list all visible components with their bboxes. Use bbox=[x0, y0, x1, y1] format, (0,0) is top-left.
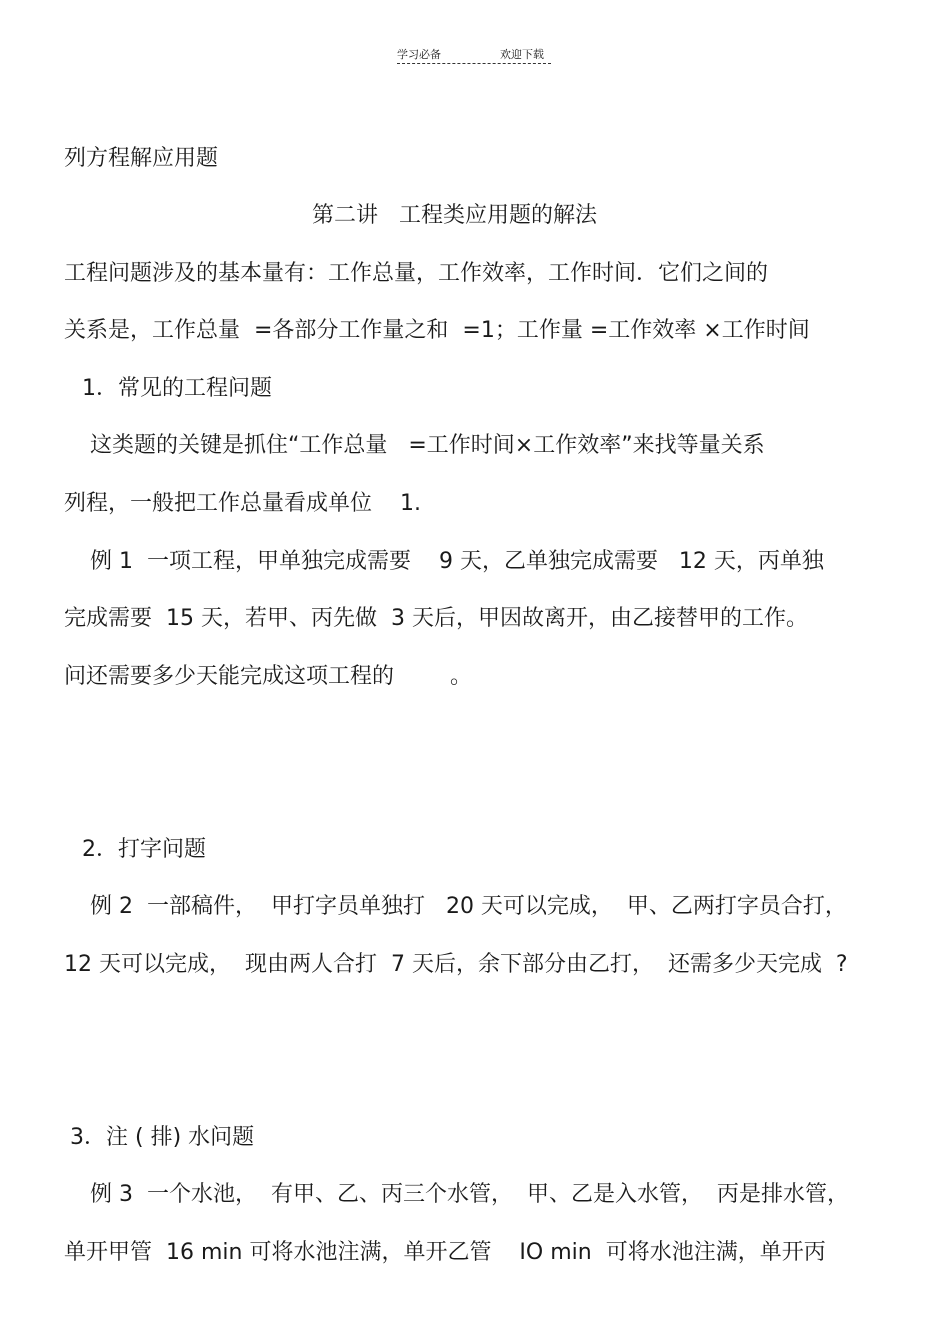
section-1-body-line-2: 列程，一般把工作总量看成单位 1. bbox=[64, 491, 421, 516]
example-3-line-1: 例 3 一个水池， 有甲、乙、丙三个水管， 甲、乙是入水管， 丙是排水管， bbox=[90, 1182, 849, 1207]
example-1-line-1: 例 1 一项工程，甲单独完成需要 9 天，乙单独完成需要 12 天，丙单独 bbox=[90, 549, 824, 574]
section-1-heading: 1．常见的工程问题 bbox=[82, 376, 272, 401]
header-left-text: 学习必备 bbox=[397, 48, 441, 61]
section-1-body-line-1: 这类题的关键是抓住“工作总量 =工作时间×工作效率”来找等量关系 bbox=[90, 433, 765, 458]
section-2-heading: 2．打字问题 bbox=[82, 837, 206, 862]
document-title: 列方程解应用题 bbox=[64, 146, 219, 171]
lecture-subtitle: 第二讲 工程类应用题的解法 bbox=[312, 203, 597, 228]
example-2-line-2: 12 天可以完成， 现由两人合打 7 天后，余下部分由乙打， 还需多少天完成 ? bbox=[64, 952, 848, 977]
header-right-text: 欢迎下载 bbox=[500, 48, 544, 61]
intro-line-1: 工程问题涉及的基本量有：工作总量，工作效率，工作时间．它们之间的 bbox=[64, 261, 769, 286]
page-header bbox=[0, 44, 950, 68]
example-1-line-2: 完成需要 15 天，若甲、丙先做 3 天后，甲因故离开，由乙接替甲的工作。 bbox=[64, 606, 808, 631]
header-divider bbox=[397, 63, 551, 64]
section-3-heading: 3．注 ( 排) 水问题 bbox=[70, 1125, 255, 1150]
example-3-line-2: 单开甲管 16 min 可将水池注满，单开乙管 IO min 可将水池注满，单开丙 bbox=[64, 1240, 826, 1265]
example-1-line-3: 问还需要多少天能完成这项工程的 。 bbox=[64, 664, 472, 689]
intro-line-2: 关系是，工作总量 =各部分工作量之和 =1；工作量 =工作效率 ×工作时间 bbox=[64, 318, 810, 343]
example-2-line-1: 例 2 一部稿件， 甲打字员单独打 20 天可以完成， 甲、乙两打字员合打， bbox=[90, 894, 847, 919]
